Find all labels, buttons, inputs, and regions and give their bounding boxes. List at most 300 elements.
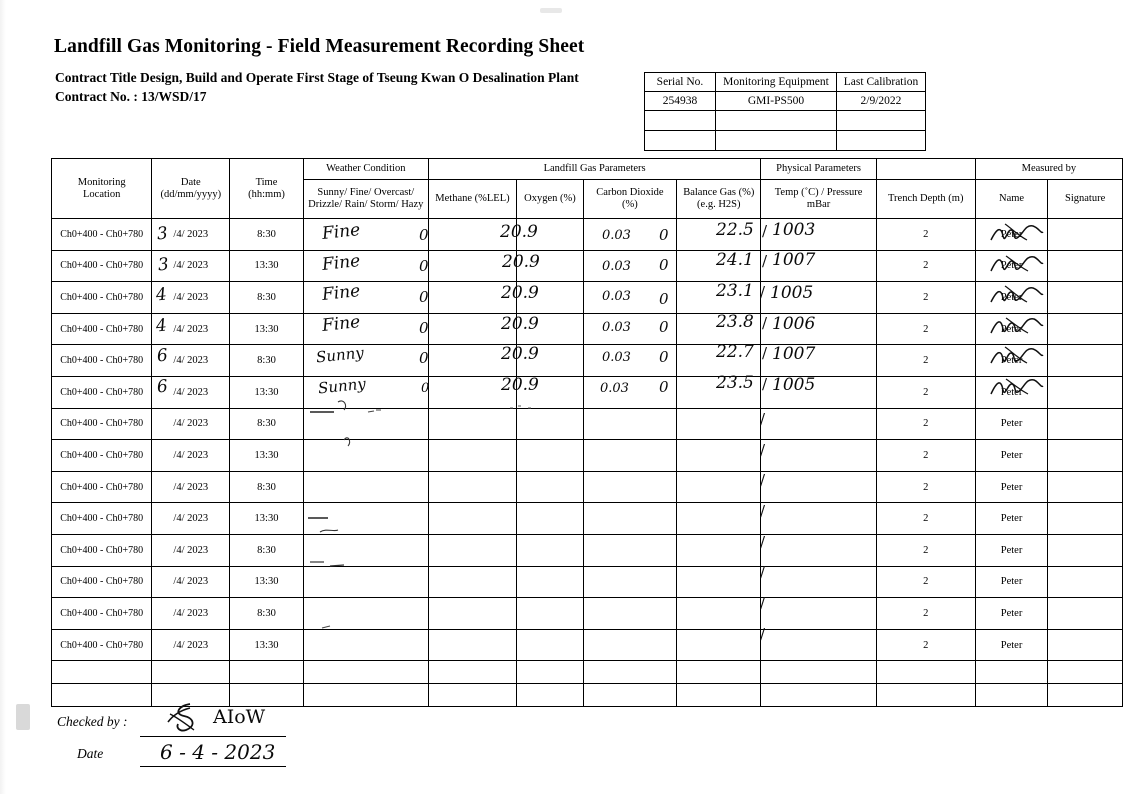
cell-signature[interactable] <box>1048 440 1123 472</box>
handwritten-pressure: 1003 <box>772 220 816 240</box>
cell-temp-pressure[interactable] <box>761 282 876 314</box>
cell-oxygen[interactable] <box>517 345 584 377</box>
cell-empty <box>52 684 152 707</box>
handwritten-methane: 0 <box>421 381 430 396</box>
cell-empty <box>761 684 876 707</box>
cell-weather[interactable] <box>303 219 428 251</box>
cell-oxygen[interactable] <box>517 376 584 408</box>
handwritten-slash: / <box>762 252 768 270</box>
cell-trench-depth: 2 <box>876 534 975 566</box>
cell-co2[interactable] <box>583 440 676 472</box>
handwritten-temp: 23.5 <box>716 373 754 393</box>
cell-balance-gas[interactable] <box>677 376 761 408</box>
cell-empty <box>645 111 716 131</box>
cell-trench-depth: 2 <box>876 566 975 598</box>
cell-time: 13:30 <box>230 313 304 345</box>
header-oxygen: Oxygen (%) <box>517 180 584 219</box>
header-spacer <box>876 159 975 180</box>
cell-temp-pressure[interactable] <box>761 471 876 503</box>
cell-oxygen[interactable] <box>517 471 584 503</box>
handwritten-co2: 0.03 <box>602 259 631 274</box>
cell-weather[interactable] <box>303 534 428 566</box>
cell-empty <box>1048 684 1123 707</box>
cell-weather[interactable] <box>303 598 428 630</box>
handwritten-weather: Fine <box>321 312 362 336</box>
cell-methane[interactable] <box>428 282 516 314</box>
cell-name: Peter <box>975 282 1047 314</box>
cell-signature[interactable] <box>1048 376 1123 408</box>
cell-signature[interactable] <box>1048 282 1123 314</box>
cell-name: Peter <box>975 566 1047 598</box>
cell-trench-depth: 2 <box>876 440 975 472</box>
cell-weather[interactable] <box>303 250 428 282</box>
cell-empty <box>876 661 975 684</box>
cell-temp-pressure[interactable] <box>761 313 876 345</box>
table-row <box>645 131 926 151</box>
handwritten-temp: 23.1 <box>716 281 754 301</box>
cell-empty <box>517 661 584 684</box>
header-time <box>230 159 304 219</box>
table-row <box>645 92 926 111</box>
cell-balance-gas[interactable] <box>677 440 761 472</box>
handwritten-temp: 24.1 <box>716 250 754 270</box>
cell-name: Peter <box>975 219 1047 251</box>
cell-balance-gas[interactable] <box>677 629 761 661</box>
cell-empty <box>837 131 926 151</box>
cell-co2[interactable] <box>583 471 676 503</box>
table-row <box>52 503 1123 535</box>
cell-methane[interactable] <box>428 250 516 282</box>
cell-signature[interactable] <box>1048 629 1123 661</box>
header-methane: Methane (%LEL) <box>428 180 516 219</box>
cell-date: /4/ 2023 <box>152 282 230 314</box>
handwritten-slash: / <box>762 314 768 332</box>
cell-trench-depth: 2 <box>876 219 975 251</box>
cell-co2[interactable] <box>583 534 676 566</box>
table-row <box>52 566 1123 598</box>
header-balance-gas <box>677 180 761 219</box>
cell-time: 8:30 <box>230 598 304 630</box>
cell-oxygen[interactable] <box>517 408 584 440</box>
handwritten-slash: / <box>762 222 768 240</box>
handwritten-weather: Fine <box>321 281 362 305</box>
cell-balance-gas[interactable] <box>677 566 761 598</box>
cell-methane[interactable] <box>428 408 516 440</box>
handwritten-pressure: 1007 <box>772 344 816 364</box>
cell-location: Ch0+400 - Ch0+780 <box>52 250 152 282</box>
cell-name: Peter <box>975 598 1047 630</box>
handwritten-slash: / <box>760 563 766 581</box>
cell-co2[interactable] <box>583 219 676 251</box>
header-weather-options <box>303 180 428 219</box>
cell-temp-pressure[interactable] <box>761 440 876 472</box>
cell-time: 13:30 <box>230 566 304 598</box>
cell-trench-depth: 2 <box>876 471 975 503</box>
header-name: Name <box>975 180 1047 219</box>
table-row <box>52 376 1123 408</box>
header-time-line1: Time <box>255 176 278 188</box>
handwritten-day: 6 <box>155 376 169 398</box>
cell-methane[interactable] <box>428 313 516 345</box>
handwritten-oxygen: 20.9 <box>500 222 538 242</box>
header-time-line2: (hh:mm) <box>248 188 285 200</box>
cell-oxygen[interactable] <box>517 282 584 314</box>
handwritten-slash: / <box>760 594 766 612</box>
cell-time: 8:30 <box>230 534 304 566</box>
cell-time: 13:30 <box>230 440 304 472</box>
handwritten-balance-gas: 0 <box>659 378 669 396</box>
handwritten-oxygen: 20.9 <box>502 252 540 272</box>
cell-location: Ch0+400 - Ch0+780 <box>52 566 152 598</box>
handwritten-temp: 22.7 <box>716 342 754 362</box>
table-row <box>52 282 1123 314</box>
cell-balance-gas[interactable] <box>677 598 761 630</box>
cell-name: Peter <box>975 440 1047 472</box>
cell-co2[interactable] <box>583 503 676 535</box>
cell-oxygen[interactable] <box>517 598 584 630</box>
measurement-table <box>51 158 1123 707</box>
header-date <box>152 159 230 219</box>
cell-balance-gas[interactable] <box>677 534 761 566</box>
cell-time: 13:30 <box>230 629 304 661</box>
cell-location: Ch0+400 - Ch0+780 <box>52 345 152 377</box>
handwritten-oxygen: 20.9 <box>501 283 539 303</box>
cell-trench-depth: 2 <box>876 250 975 282</box>
header-physical-parameters: Physical Parameters <box>761 159 876 180</box>
measurement-table-head <box>52 159 1123 219</box>
table-row-blank <box>52 661 1123 684</box>
handwritten-day: 6 <box>155 345 169 367</box>
cell-co2[interactable] <box>583 313 676 345</box>
cell-time: 13:30 <box>230 250 304 282</box>
handwritten-methane: 0 <box>419 349 429 367</box>
handwritten-day: 4 <box>154 315 168 337</box>
cell-signature[interactable] <box>1048 471 1123 503</box>
cell-location: Ch0+400 - Ch0+780 <box>52 408 152 440</box>
cell-empty <box>52 661 152 684</box>
handwritten-slash: / <box>760 502 766 520</box>
cell-empty <box>645 131 716 151</box>
cell-balance-gas[interactable] <box>677 250 761 282</box>
cell-signature[interactable] <box>1048 566 1123 598</box>
cell-oxygen[interactable] <box>517 629 584 661</box>
handwritten-balance-gas: 0 <box>659 318 669 336</box>
cell-name: Peter <box>975 313 1047 345</box>
header-monitoring-location <box>52 159 152 219</box>
cell-oxygen[interactable] <box>517 250 584 282</box>
cell-oxygen[interactable] <box>517 313 584 345</box>
cell-date: /4/ 2023 <box>152 566 230 598</box>
handwritten-slash: / <box>760 283 766 301</box>
cell-weather[interactable] <box>303 566 428 598</box>
cell-empty <box>583 661 676 684</box>
cell-name: Peter <box>975 471 1047 503</box>
cell-empty <box>517 684 584 707</box>
handwritten-day: 4 <box>154 284 168 306</box>
cell-balance-gas[interactable] <box>677 313 761 345</box>
handwritten-balance-gas: 0 <box>659 348 669 366</box>
cell-oxygen[interactable] <box>517 219 584 251</box>
cell-temp-pressure[interactable] <box>761 345 876 377</box>
cell-date: /4/ 2023 <box>152 440 230 472</box>
measurement-table-body <box>52 219 1123 707</box>
cell-empty <box>152 661 230 684</box>
header-measured-by: Measured by <box>975 159 1122 180</box>
cell-time: 8:30 <box>230 345 304 377</box>
table-header-row <box>645 73 926 92</box>
handwritten-oxygen: 20.9 <box>501 375 539 395</box>
cell-balance-gas[interactable] <box>677 345 761 377</box>
handwritten-co2: 0.03 <box>602 320 631 335</box>
cell-trench-depth: 2 <box>876 408 975 440</box>
cell-date: /4/ 2023 <box>152 534 230 566</box>
checked-by-value: AIoW <box>213 706 266 728</box>
cell-location: Ch0+400 - Ch0+780 <box>52 503 152 535</box>
cell-empty <box>303 661 428 684</box>
cell-temp-pressure[interactable] <box>761 219 876 251</box>
cell-date: /4/ 2023 <box>152 629 230 661</box>
cell-oxygen[interactable] <box>517 566 584 598</box>
cell-date: /4/ 2023 <box>152 503 230 535</box>
table-row <box>52 471 1123 503</box>
cell-empty <box>677 661 761 684</box>
header-last-calibration: Last Calibration <box>837 73 926 92</box>
handwritten-slash: / <box>760 410 766 428</box>
cell-methane[interactable] <box>428 566 516 598</box>
cell-location: Ch0+400 - Ch0+780 <box>52 629 152 661</box>
cell-oxygen[interactable] <box>517 503 584 535</box>
cell-trench-depth: 2 <box>876 282 975 314</box>
cell-balance-gas[interactable] <box>677 219 761 251</box>
cell-methane[interactable] <box>428 376 516 408</box>
cell-date: /4/ 2023 <box>152 313 230 345</box>
cell-oxygen[interactable] <box>517 534 584 566</box>
cell-temp-pressure[interactable] <box>761 376 876 408</box>
cell-signature[interactable] <box>1048 534 1123 566</box>
handwritten-co2: 0.03 <box>602 289 631 304</box>
contract-title: Contract Title Design, Build and Operate First Stage of Tseung Kwan O Desalination Plant <box>55 70 579 85</box>
cell-time: 8:30 <box>230 408 304 440</box>
header-trench-depth: Trench Depth (m) <box>876 180 975 219</box>
handwritten-slash: / <box>762 344 768 362</box>
cell-weather[interactable] <box>303 282 428 314</box>
cell-methane[interactable] <box>428 503 516 535</box>
header-signature: Signature <box>1048 180 1123 219</box>
handwritten-balance-gas: 0 <box>659 256 669 274</box>
cell-weather[interactable] <box>303 313 428 345</box>
cell-co2[interactable] <box>583 598 676 630</box>
cell-location: Ch0+400 - Ch0+780 <box>52 313 152 345</box>
cell-time: 8:30 <box>230 471 304 503</box>
cell-trench-depth: 2 <box>876 313 975 345</box>
handwritten-oxygen: 20.9 <box>501 314 539 334</box>
handwritten-co2: 0.03 <box>600 381 629 396</box>
cell-balance-gas[interactable] <box>677 282 761 314</box>
handwritten-co2: 0.03 <box>602 228 631 243</box>
cell-co2[interactable] <box>583 345 676 377</box>
cell-empty <box>1048 661 1123 684</box>
cell-temp-pressure[interactable] <box>761 408 876 440</box>
cell-co2[interactable] <box>583 282 676 314</box>
header-location-line2: Location <box>83 188 121 200</box>
header-weather-line2: Drizzle/ Rain/ Storm/ Hazy <box>308 199 424 210</box>
table-row <box>52 534 1123 566</box>
cell-empty <box>428 661 516 684</box>
cell-trench-depth: 2 <box>876 345 975 377</box>
cell-name: Peter <box>975 503 1047 535</box>
footer-date-value: 6 - 4 - 2023 <box>160 740 276 764</box>
cell-serial-no: 254938 <box>645 92 716 111</box>
cell-trench-depth: 2 <box>876 629 975 661</box>
table-row <box>52 250 1123 282</box>
cell-temp-pressure[interactable] <box>761 598 876 630</box>
scan-artifact <box>16 704 30 730</box>
cell-time: 8:30 <box>230 219 304 251</box>
cell-methane[interactable] <box>428 219 516 251</box>
cell-location: Ch0+400 - Ch0+780 <box>52 219 152 251</box>
handwritten-pressure: 1005 <box>770 283 814 303</box>
cell-location: Ch0+400 - Ch0+780 <box>52 282 152 314</box>
cell-signature[interactable] <box>1048 219 1123 251</box>
handwritten-pressure: 1005 <box>772 375 816 395</box>
scan-artifact <box>540 8 562 13</box>
cell-time: 8:30 <box>230 282 304 314</box>
cell-date: /4/ 2023 <box>152 250 230 282</box>
header-monitoring-equipment: Monitoring Equipment <box>716 73 837 92</box>
table-row <box>52 313 1123 345</box>
cell-methane[interactable] <box>428 629 516 661</box>
cell-name: Peter <box>975 250 1047 282</box>
cell-location: Ch0+400 - Ch0+780 <box>52 534 152 566</box>
handwritten-slash: / <box>760 471 766 489</box>
header-landfill-gas-parameters: Landfill Gas Parameters <box>428 159 761 180</box>
cell-co2[interactable] <box>583 408 676 440</box>
cell-date: /4/ 2023 <box>152 219 230 251</box>
cell-signature[interactable] <box>1048 503 1123 535</box>
cell-co2[interactable] <box>583 566 676 598</box>
cell-temp-pressure[interactable] <box>761 534 876 566</box>
cell-weather[interactable] <box>303 471 428 503</box>
cell-empty <box>975 661 1047 684</box>
cell-signature[interactable] <box>1048 408 1123 440</box>
cell-temp-pressure[interactable] <box>761 503 876 535</box>
cell-date: /4/ 2023 <box>152 376 230 408</box>
cell-co2[interactable] <box>583 629 676 661</box>
cell-name: Peter <box>975 408 1047 440</box>
cell-balance-gas[interactable] <box>677 503 761 535</box>
cell-date: /4/ 2023 <box>152 471 230 503</box>
cell-weather[interactable] <box>303 629 428 661</box>
cell-methane[interactable] <box>428 471 516 503</box>
cell-name: Peter <box>975 534 1047 566</box>
header-date-line1: Date <box>180 176 201 188</box>
cell-empty <box>716 111 837 131</box>
cell-signature[interactable] <box>1048 598 1123 630</box>
cell-name: Peter <box>975 629 1047 661</box>
cell-weather[interactable] <box>303 408 428 440</box>
date-rule <box>140 766 286 767</box>
scan-edge-shadow <box>0 0 6 794</box>
handwritten-slash: / <box>760 625 766 643</box>
handwritten-pressure: 1007 <box>772 250 816 270</box>
cell-weather[interactable] <box>303 503 428 535</box>
cell-methane[interactable] <box>428 345 516 377</box>
header-co2-line2: (%) <box>622 199 638 210</box>
table-row <box>52 629 1123 661</box>
table-row <box>645 111 926 131</box>
cell-co2[interactable] <box>583 376 676 408</box>
cell-trench-depth: 2 <box>876 598 975 630</box>
cell-co2[interactable] <box>583 250 676 282</box>
header-carbon-dioxide <box>583 180 676 219</box>
header-temp-pressure: Temp (˚C) / Pressure mBar <box>761 180 876 219</box>
cell-signature[interactable] <box>1048 345 1123 377</box>
cell-trench-depth: 2 <box>876 376 975 408</box>
cell-weather[interactable] <box>303 440 428 472</box>
header-balance-line1: Balance Gas (%) <box>683 187 755 198</box>
header-location-line1: Monitoring <box>77 176 126 188</box>
cell-empty <box>230 661 304 684</box>
cell-methane[interactable] <box>428 534 516 566</box>
header-date-line2: (dd/mm/yyyy) <box>160 188 222 200</box>
table-row <box>52 440 1123 472</box>
cell-temp-pressure[interactable] <box>761 566 876 598</box>
page-title: Landfill Gas Monitoring - Field Measurement Recording Sheet <box>54 36 585 57</box>
handwritten-balance-gas: 0 <box>659 290 669 308</box>
cell-location: Ch0+400 - Ch0+780 <box>52 376 152 408</box>
header-weather-line1: Sunny/ Fine/ Overcast/ <box>317 187 415 198</box>
cell-last-calibration: 2/9/2022 <box>837 92 926 111</box>
cell-balance-gas[interactable] <box>677 471 761 503</box>
cell-time: 13:30 <box>230 376 304 408</box>
header-serial-no: Serial No. <box>645 73 716 92</box>
handwritten-slash: / <box>760 441 766 459</box>
cell-weather[interactable] <box>303 345 428 377</box>
equipment-table <box>644 72 926 151</box>
cell-location: Ch0+400 - Ch0+780 <box>52 440 152 472</box>
table-row <box>52 219 1123 251</box>
cell-temp-pressure[interactable] <box>761 629 876 661</box>
cell-name: Peter <box>975 345 1047 377</box>
handwritten-balance-gas: 0 <box>659 226 669 244</box>
handwritten-temp: 23.8 <box>716 312 754 332</box>
cell-temp-pressure[interactable] <box>761 250 876 282</box>
cell-location: Ch0+400 - Ch0+780 <box>52 598 152 630</box>
cell-weather[interactable] <box>303 376 428 408</box>
cell-signature[interactable] <box>1048 250 1123 282</box>
contract-number: Contract No. : 13/WSD/17 <box>55 89 207 104</box>
table-row <box>52 598 1123 630</box>
header-weather-condition: Weather Condition <box>303 159 428 180</box>
handwritten-day: 3 <box>156 254 170 276</box>
cell-signature[interactable] <box>1048 313 1123 345</box>
cell-methane[interactable] <box>428 598 516 630</box>
cell-empty <box>716 131 837 151</box>
handwritten-weather: Fine <box>321 220 362 244</box>
cell-methane[interactable] <box>428 440 516 472</box>
handwritten-methane: 0 <box>419 288 429 306</box>
table-group-header-row <box>52 159 1123 180</box>
cell-oxygen[interactable] <box>517 440 584 472</box>
cell-empty <box>975 684 1047 707</box>
cell-empty <box>583 684 676 707</box>
handwritten-weather: Sunny <box>315 343 365 367</box>
handwritten-slash: / <box>762 375 768 393</box>
handwritten-co2: 0.03 <box>602 350 631 365</box>
cell-date: /4/ 2023 <box>152 345 230 377</box>
cell-empty <box>428 684 516 707</box>
cell-balance-gas[interactable] <box>677 408 761 440</box>
